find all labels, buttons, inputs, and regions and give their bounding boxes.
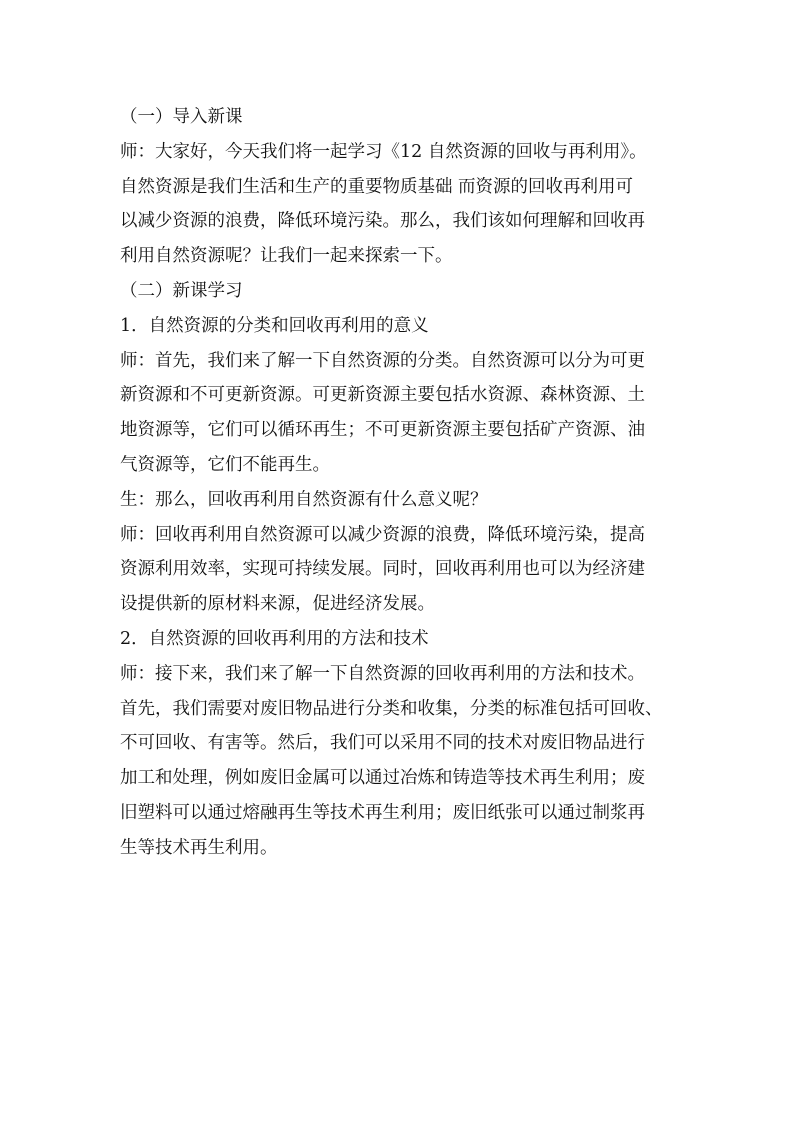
text-line: 新资源和不可更新资源。可更新资源主要包括水资源、森林资源、土 <box>120 385 645 406</box>
text-line: 师：首先，我们来了解一下自然资源的分类。自然资源可以分为可更 <box>120 350 645 371</box>
text-line: 旧塑料可以通过熔融再生等技术再生利用；废旧纸张可以通过制浆再 <box>120 802 645 823</box>
section-heading-intro: （一）导入新课 <box>120 107 243 127</box>
text-line: 师：大家好，今天我们将一起学习《12 自然资源的回收与再利用》。 <box>120 141 647 162</box>
text-line: 自然资源是我们生活和生产的重要物质基础 而资源的回收再利用可 <box>120 176 634 197</box>
text-line: 师：回收再利用自然资源可以减少资源的浪费，降低环境污染，提高 <box>120 524 645 545</box>
paragraph-student-question <box>120 483 680 518</box>
text-line: 生：那么，回收再利用自然资源有什么意义呢？ <box>120 489 488 510</box>
paragraph-significance <box>120 518 680 622</box>
document-body <box>120 100 680 866</box>
text-line: 地资源等，它们可以循环再生；不可更新资源主要包括矿产资源、油 <box>120 420 645 441</box>
text-line: 生等技术再生利用。 <box>120 837 278 858</box>
text-line: 加工和处理，例如废旧金属可以通过冶炼和铸造等技术再生利用；废 <box>120 768 645 789</box>
text-line: 气资源等，它们不能再生。 <box>120 454 330 475</box>
text-line: 设提供新的原材料来源，促进经济发展。 <box>120 594 435 615</box>
text-line: 资源利用效率，实现可持续发展。同时，回收再利用也可以为经济建 <box>120 559 645 580</box>
paragraph-intro <box>120 135 680 274</box>
text-line: 以减少资源的浪费，降低环境污染。那么，我们该如何理解和回收再 <box>120 211 645 232</box>
subheading-classification: 1．自然资源的分类和回收再利用的意义 <box>120 315 429 336</box>
paragraph-methods <box>120 657 680 866</box>
subheading-methods: 2．自然资源的回收再利用的方法和技术 <box>120 628 429 649</box>
text-line: 首先，我们需要对废旧物品进行分类和收集，分类的标准包括可回收、 <box>120 698 663 719</box>
text-line: 不可回收、有害等。然后，我们可以采用不同的技术对废旧物品进行 <box>120 733 645 754</box>
section-heading-new-lesson: （二）新课学习 <box>120 280 243 301</box>
paragraph-classification <box>120 344 680 483</box>
text-line: 利用自然资源呢？让我们一起来探索一下。 <box>120 246 453 267</box>
text-line: 师：接下来，我们来了解一下自然资源的回收再利用的方法和技术。 <box>120 663 645 684</box>
